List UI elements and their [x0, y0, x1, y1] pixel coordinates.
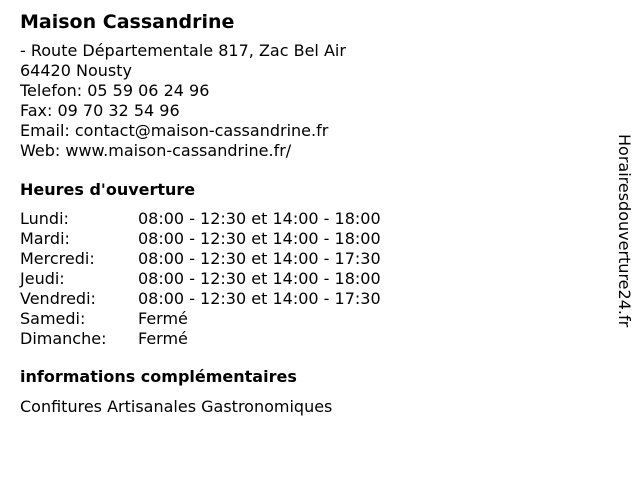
info-heading: informations complémentaires	[20, 367, 297, 386]
fax-line: Fax: 09 70 32 54 96	[20, 101, 180, 120]
day-label: Mardi:	[20, 229, 70, 248]
time-value: 08:00 - 12:30 et 14:00 - 18:00	[138, 229, 381, 248]
time-value: 08:00 - 12:30 et 14:00 - 18:00	[138, 269, 381, 288]
day-label: Vendredi:	[20, 289, 96, 308]
time-value: 08:00 - 12:30 et 14:00 - 17:30	[138, 289, 381, 308]
hours-row-monday	[20, 209, 600, 229]
hours-row-sunday	[20, 329, 600, 349]
business-card	[20, 9, 600, 417]
hours-row-thursday	[20, 269, 600, 289]
day-label: Mercredi:	[20, 249, 95, 268]
hours-row-saturday	[20, 309, 600, 329]
day-label: Jeudi:	[20, 269, 65, 288]
hours-table	[20, 209, 600, 349]
email-line: Email: contact@maison-cassandrine.fr	[20, 121, 329, 140]
phone-line: Telefon: 05 59 06 24 96	[20, 81, 210, 100]
time-value: Fermé	[138, 309, 188, 328]
info-text: Confitures Artisanales Gastronomiques	[20, 397, 333, 416]
time-value: Fermé	[138, 329, 188, 348]
address-line-2: 64420 Nousty	[20, 61, 132, 80]
hours-row-wednesday	[20, 249, 600, 269]
day-label: Samedi:	[20, 309, 86, 328]
hours-heading: Heures d'ouverture	[20, 180, 196, 199]
hours-row-tuesday	[20, 229, 600, 249]
business-name: Maison Cassandrine	[20, 11, 235, 33]
day-label: Dimanche:	[20, 329, 107, 348]
web-line: Web: www.maison-cassandrine.fr/	[20, 141, 292, 160]
hours-row-friday	[20, 289, 600, 309]
site-watermark-label: Horairesdouverture24.fr	[615, 134, 634, 328]
day-label: Lundi:	[20, 209, 69, 228]
time-value: 08:00 - 12:30 et 14:00 - 17:30	[138, 249, 381, 268]
time-value: 08:00 - 12:30 et 14:00 - 18:00	[138, 209, 381, 228]
address-line-1: - Route Départementale 817, Zac Bel Air	[20, 41, 346, 60]
